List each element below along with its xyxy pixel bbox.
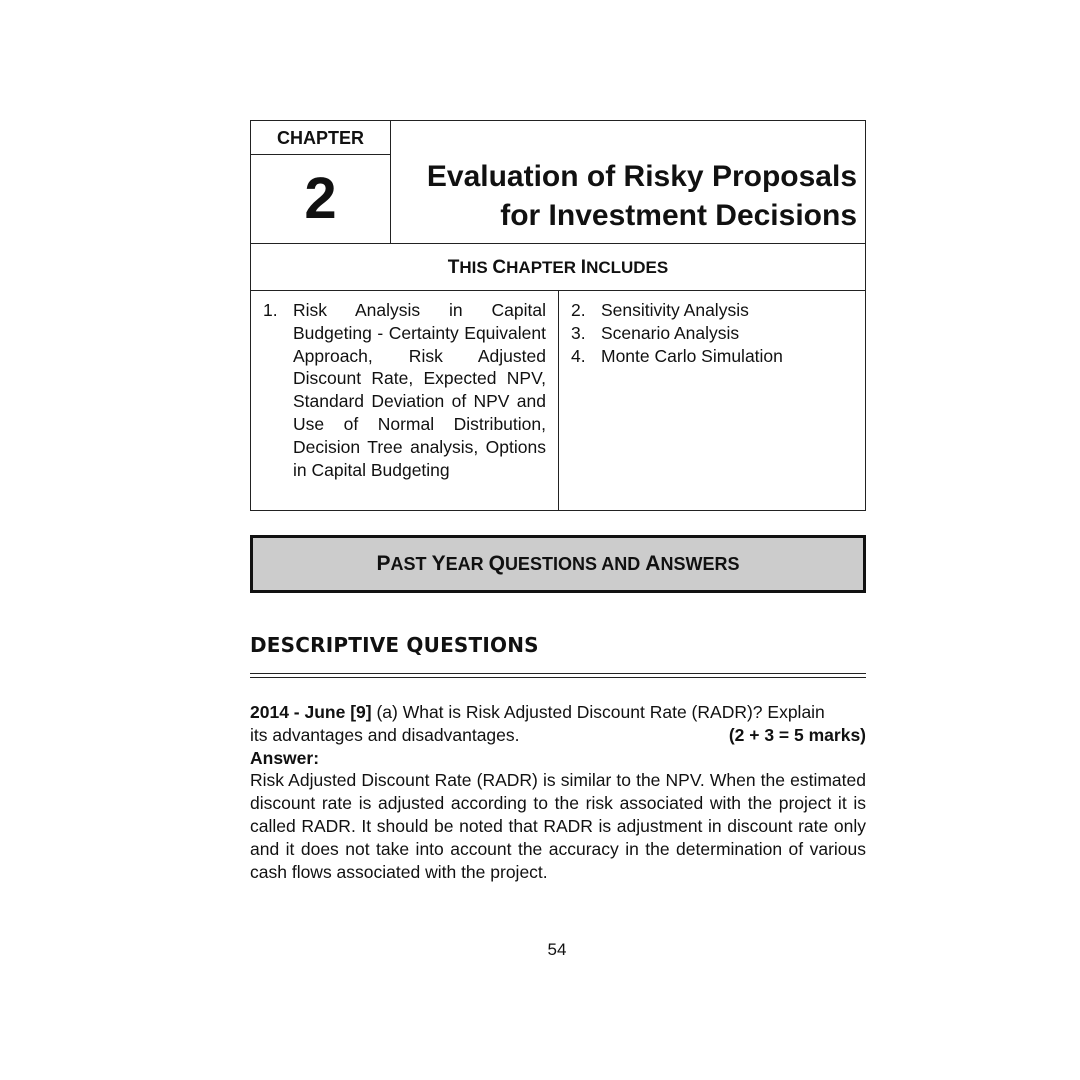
- list-item-number: 1.: [263, 300, 278, 320]
- page-content: [250, 120, 866, 883]
- question-block: [250, 701, 866, 883]
- chapter-includes-heading: [251, 244, 865, 291]
- question-reference: 2014 - June [9]: [250, 702, 372, 722]
- list-item-number: 3.: [571, 322, 586, 343]
- includes-right-column: [559, 291, 865, 510]
- page-number: 54: [547, 940, 567, 959]
- question-text-part-2: its advantages and disadvantages.: [250, 724, 520, 745]
- chapter-title-line-2: for Investment Decisions: [500, 199, 857, 232]
- section-heading: DESCRIPTIVE QUESTIONS: [250, 633, 539, 657]
- question-text-part-1: (a) What is Risk Adjusted Discount Rate (RADR)? Explain: [371, 702, 825, 722]
- list-item-text: Scenario Analysis: [601, 322, 740, 343]
- includes-heading-text: THIS CHAPTER INCLUDES: [447, 257, 669, 278]
- chapter-number: 2: [304, 166, 337, 231]
- list-item: [263, 299, 546, 481]
- question-line-1: [250, 701, 866, 724]
- list-item: [571, 345, 853, 368]
- list-item-text: Sensitivity Analysis: [601, 300, 749, 320]
- double-divider: [250, 673, 866, 678]
- list-item-text: Risk Analysis in Capital Budgeting - Certainty Equivalent Approach, Risk Adjusted Discount Rate, Expected NPV, Standard Deviation of NPV and Use of Normal Distribution, Decision Tree analysis, Options in Capital Budgeting: [293, 300, 546, 480]
- chapter-includes-list: [251, 291, 865, 510]
- chapter-number-cell: [251, 121, 391, 243]
- answer-label: Answer:: [250, 747, 320, 768]
- past-year-banner: [250, 535, 866, 593]
- banner-text: PAST YEAR QUESTIONS AND ANSWERS: [376, 552, 740, 575]
- list-item: [571, 299, 853, 322]
- chapter-label: CHAPTER: [251, 121, 390, 155]
- chapter-title-line-1: Evaluation of Risky Proposals: [426, 160, 857, 193]
- question-line-2: [250, 724, 866, 747]
- list-item-number: 2.: [571, 300, 586, 320]
- list-item-number: 4.: [571, 345, 586, 366]
- chapter-header: [250, 120, 866, 244]
- chapter-title: [427, 157, 857, 235]
- list-item: [571, 322, 853, 345]
- question-marks: (2 + 3 = 5 marks): [728, 724, 866, 745]
- chapter-includes-box: [250, 244, 866, 511]
- list-item-text: Monte Carlo Simulation: [601, 345, 783, 366]
- answer-text: Risk Adjusted Discount Rate (RADR) is similar to the NPV. When the estimated discount rate is adjusted according to the risk associated with the project it is called RADR. It should be noted that RADR is adjustment in discount rate only and it does not take into account the accuracy in the determination of various cash flows associated with the project.: [250, 770, 866, 882]
- includes-left-column: [251, 291, 559, 510]
